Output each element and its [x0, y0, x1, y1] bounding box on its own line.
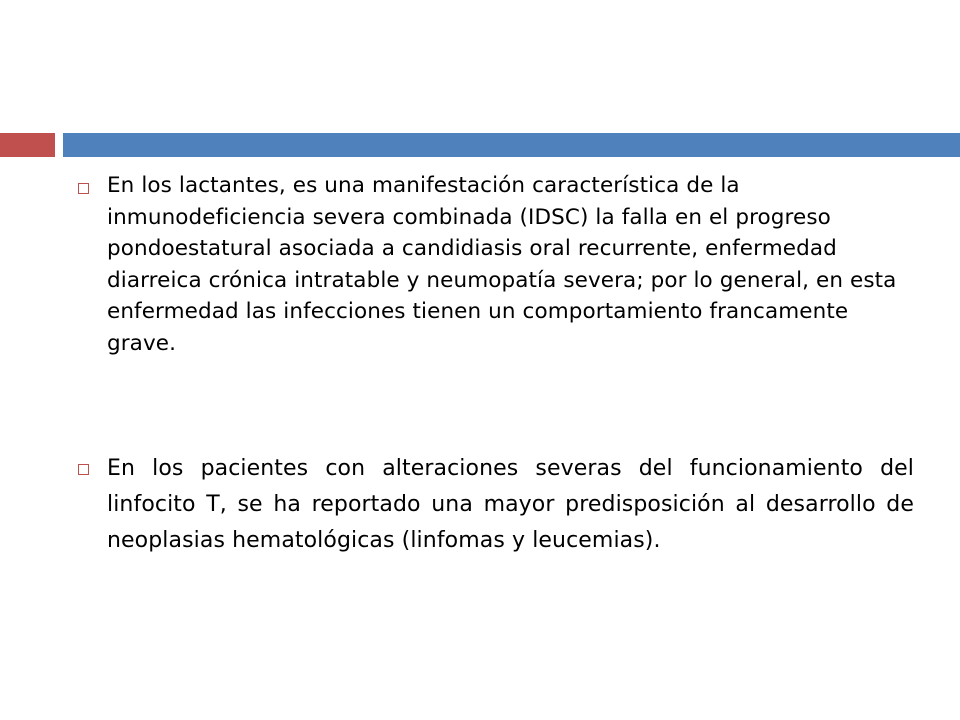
hollow-square-icon: [78, 464, 89, 475]
bullet-text-1: En los lactantes, es una manifestación característica de la inmunodeficiencia severa combinada (IDSC) la falla en el progreso pondoestatural asociada a candidiasis oral recurrente, enfermedad diarreica crónica intratable y neumopatía severa; por lo general, en esta enfermedad las infecciones tienen un comportamiento francamente grave.: [107, 173, 897, 356]
hollow-square-icon: [78, 183, 89, 194]
header-accent-bar-red: [0, 133, 55, 157]
header-accent-bar-blue: [63, 133, 960, 157]
bullet-text-2: En los pacientes con alteraciones severas del funcionamiento del linfocito T, se ha reportado una mayor predisposición al desarrollo de neoplasias hematológicas (linfomas y leucemias).: [107, 456, 914, 553]
